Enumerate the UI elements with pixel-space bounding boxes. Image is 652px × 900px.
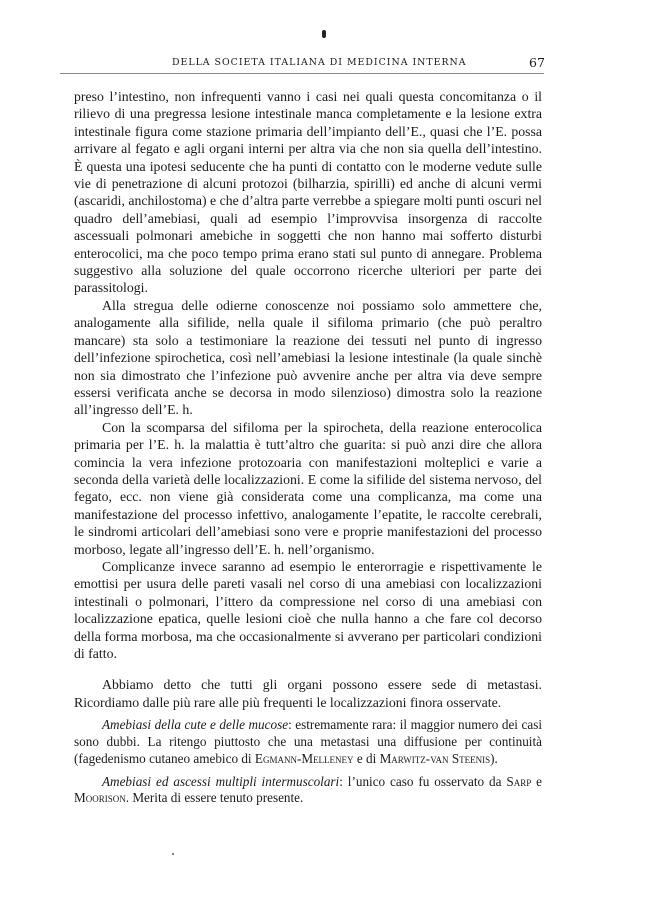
paragraph-metastasi: Abbiamo detto che tutti gli organi possono essere sede di metastasi. Ricordiamo dalle più rare alle più frequenti le localizzazioni finora osservate.: [74, 677, 542, 710]
section-cute-text-a: : estremamente rara: il maggior numero dei casi sono dubbi. La ritengo piuttosto che una metastasi una diffusione per continuità (fagedenismo cutaneo amebico di: [74, 717, 543, 766]
section-muscoli-text-c: . Merita di essere tenuto presente.: [125, 790, 304, 806]
running-header: [0, 55, 652, 75]
ink-mark: [322, 30, 326, 38]
section-cute-text-c: ).: [490, 750, 498, 766]
section-cute: [74, 717, 542, 767]
paragraph-continuation: preso l’intestino, non infrequenti vanno i casi nei quali questa concomitanza o il rilievo di una pregressa lesione intestinale manca completamente e la lesione extra intestinale figura come stazione primaria dell’impianto dell’E., quasi che l’E. possa arrivare al fegato e agli organi interni per altra via che non sia quella dell’intestino. È questa una ipotesi seducente che ha punti di contatto con le moderne vedute sulle vie di penetrazione di alcuni protozoi (bilharzia, spirilli) ed anche di alcuni vermi (ascaridi, anchilostoma) e che d’altra parte verrebbe a spiegare molti punti oscuri nel quadro dell’amebiasi, quali ad esempio l’improvvisa insorgenza di raccolte ascessuali polmonari amebiche in soggetti che non hanno mai sofferto disturbi enterocolici, ma che poco tempo prima erano stati sul punto di annegare. Problema suggestivo alla soluzione del quale occorrono ricerche ulteriori per parte dei parassitologi.: [74, 89, 542, 296]
body-text: [74, 88, 542, 807]
header-title: DELLA SOCIETA ITALIANA DI MEDICINA INTERNA: [172, 57, 467, 68]
section-muscoli: [74, 774, 542, 808]
section-muscoli-heading: Amebiasi ed ascessi multipli intermuscolari: [102, 773, 340, 789]
author-egmann-melleney: Egmann-Melleney: [254, 750, 354, 766]
header-rule: [60, 73, 544, 74]
section-muscoli-text-a: : l’unico caso fu osservato da: [339, 773, 507, 789]
paragraph-complicanze: Complicanze invece saranno ad esempio le enterorragie e rispettivamente le emottisi per usura delle pareti vasali nel corso di una amebiasi con localizzazioni intestinali o polmonari, l’ittero da compressione nel corso di una amebiasi con localizzazione epatica, quelle lesioni cioè che nulla hanno a che fare col decorso della forma morbosa, ma che occasionalmente si avverano per particolari condizioni di fatto.: [74, 558, 542, 661]
paragraph-sifilide: Alla stregua delle odierne conoscenze noi possiamo solo ammettere che, analogamente alla sifilide, nella quale il sifiloma primario (che può peraltro mancare) sta solo a testimoniare la reazione dei tessuti nel punto di ingresso dell’infezione spirochetica, così nell’amebiasi la lesione intestinale (la quale sinchè non sia dimostrato che l’infezione può avvenire anche per altra via deve sempre essersi verificata anche se decorsa in modo silenzioso) dimostra solo la reazione all’ingresso dell’E. h.: [74, 297, 542, 418]
author-sarp: Sarp: [506, 773, 532, 789]
page-number: 67: [529, 55, 545, 70]
section-muscoli-text-b: e: [531, 773, 542, 789]
paragraph-scomparsa: Con la scomparsa del sifiloma per la spirocheta, della reazione enterocolica primaria per l’E. h. la malattia è tutt’altro che guarita: si può anzi dire che allora comincia la vera infezione protozoaria con manifestazioni molteplici e varie a seconda della varietà delle localizzazioni. E come la sifilide del sistema nervoso, del fegato, ecc. non viene già considerata come una complicanza, ma come una manifestazione del processo infettivo, analogamente l’epatite, le raccolte cerebrali, le sindromi articolari dell’amebiasi sono vere e proprie manifestazioni del processo morboso, legate all’ingresso dell’E. h. nell’organismo.: [74, 419, 542, 557]
ink-speck: [172, 853, 174, 855]
author-marwitz-van-steenis: Marwitz-van Steenis: [379, 750, 491, 766]
section-cute-heading: Amebiasi della cute e delle mucose: [102, 717, 289, 733]
author-moorison: Moorison: [74, 790, 126, 806]
section-cute-text-b: e di: [353, 750, 380, 766]
